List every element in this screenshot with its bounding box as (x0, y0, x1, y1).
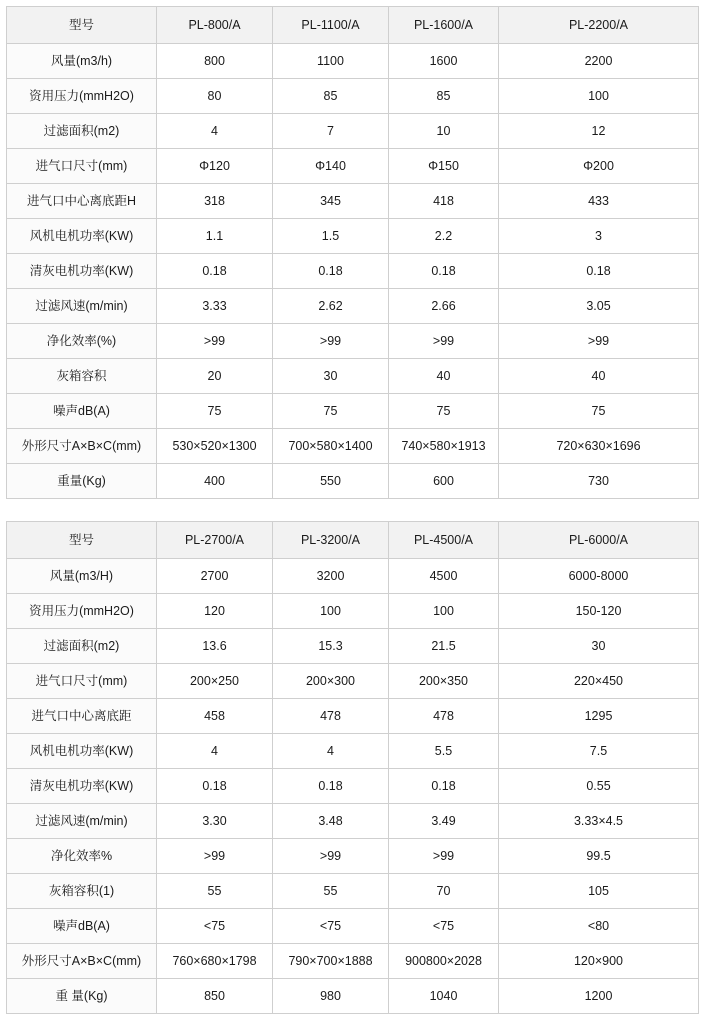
row-label: 外形尺寸A×B×C(mm) (7, 944, 157, 979)
row-label: 过滤面积(m2) (7, 629, 157, 664)
cell: 120 (157, 594, 273, 629)
cell: 1.1 (157, 219, 273, 254)
cell: >99 (273, 839, 389, 874)
cell: 100 (389, 594, 499, 629)
row-label: 风量(m3/H) (7, 559, 157, 594)
cell: 720×630×1696 (499, 429, 699, 464)
cell: 55 (157, 874, 273, 909)
cell: >99 (389, 839, 499, 874)
table-row (7, 804, 699, 839)
row-label: 噪声dB(A) (7, 394, 157, 429)
column-header-3: PL-1600/A (389, 7, 499, 44)
row-label: 风机电机功率(KW) (7, 219, 157, 254)
cell: 100 (499, 79, 699, 114)
table-header-row (7, 7, 699, 44)
table-row (7, 699, 699, 734)
cell: 1.5 (273, 219, 389, 254)
cell: 0.18 (157, 254, 273, 289)
table-row (7, 79, 699, 114)
cell: 85 (273, 79, 389, 114)
cell: >99 (157, 839, 273, 874)
cell: 0.18 (389, 769, 499, 804)
cell: 478 (273, 699, 389, 734)
cell: <75 (157, 909, 273, 944)
cell: 0.18 (157, 769, 273, 804)
row-label: 净化效率% (7, 839, 157, 874)
table-row (7, 394, 699, 429)
cell: 15.3 (273, 629, 389, 664)
cell: 6000-8000 (499, 559, 699, 594)
cell: 458 (157, 699, 273, 734)
cell: 120×900 (499, 944, 699, 979)
cell: 30 (273, 359, 389, 394)
cell: 21.5 (389, 629, 499, 664)
row-label: 进气口中心离底距 (7, 699, 157, 734)
row-label: 进气口中心离底距H (7, 184, 157, 219)
cell: 70 (389, 874, 499, 909)
column-header-2: PL-3200/A (273, 522, 389, 559)
table-row (7, 289, 699, 324)
spec-table-2 (6, 521, 699, 1014)
cell: 3.33×4.5 (499, 804, 699, 839)
cell: 740×580×1913 (389, 429, 499, 464)
cell: 2700 (157, 559, 273, 594)
cell: 550 (273, 464, 389, 499)
cell: 760×680×1798 (157, 944, 273, 979)
cell: >99 (499, 324, 699, 359)
cell: 318 (157, 184, 273, 219)
row-label: 过滤风速(m/min) (7, 804, 157, 839)
cell: 700×580×1400 (273, 429, 389, 464)
row-label: 过滤风速(m/min) (7, 289, 157, 324)
cell: 10 (389, 114, 499, 149)
table-row (7, 944, 699, 979)
row-label: 风量(m3/h) (7, 44, 157, 79)
cell: 850 (157, 979, 273, 1014)
cell: 3.05 (499, 289, 699, 324)
cell: 980 (273, 979, 389, 1014)
cell: 1100 (273, 44, 389, 79)
cell: Φ150 (389, 149, 499, 184)
cell: Φ120 (157, 149, 273, 184)
cell: 418 (389, 184, 499, 219)
column-header-1: PL-800/A (157, 7, 273, 44)
cell: 730 (499, 464, 699, 499)
cell: 5.5 (389, 734, 499, 769)
row-label: 风机电机功率(KW) (7, 734, 157, 769)
cell: 4 (273, 734, 389, 769)
cell: 345 (273, 184, 389, 219)
cell: 2.66 (389, 289, 499, 324)
table-row (7, 909, 699, 944)
cell: 3.48 (273, 804, 389, 839)
cell: 3.30 (157, 804, 273, 839)
cell: Φ200 (499, 149, 699, 184)
row-label: 噪声dB(A) (7, 909, 157, 944)
table-row (7, 464, 699, 499)
row-label: 清灰电机功率(KW) (7, 254, 157, 289)
cell: 75 (389, 394, 499, 429)
cell: >99 (157, 324, 273, 359)
cell: 75 (499, 394, 699, 429)
cell: 900800×2028 (389, 944, 499, 979)
column-header-3: PL-4500/A (389, 522, 499, 559)
table-row (7, 559, 699, 594)
table-row (7, 359, 699, 394)
table-row (7, 184, 699, 219)
cell: 13.6 (157, 629, 273, 664)
cell: >99 (273, 324, 389, 359)
cell: 20 (157, 359, 273, 394)
table-row (7, 629, 699, 664)
cell: 0.18 (389, 254, 499, 289)
cell: <75 (389, 909, 499, 944)
cell: 105 (499, 874, 699, 909)
table-row (7, 769, 699, 804)
table-separator (6, 499, 698, 521)
row-label: 资用压力(mmH2O) (7, 594, 157, 629)
cell: 200×250 (157, 664, 273, 699)
cell: >99 (389, 324, 499, 359)
spec-table-1 (6, 6, 699, 499)
cell: 55 (273, 874, 389, 909)
row-label: 过滤面积(m2) (7, 114, 157, 149)
row-label: 进气口尺寸(mm) (7, 664, 157, 699)
table-row (7, 664, 699, 699)
cell: 40 (499, 359, 699, 394)
cell: 80 (157, 79, 273, 114)
cell: 7.5 (499, 734, 699, 769)
table-row (7, 874, 699, 909)
cell: 2.62 (273, 289, 389, 324)
row-label: 重量(Kg) (7, 464, 157, 499)
cell: 0.18 (273, 254, 389, 289)
cell: 478 (389, 699, 499, 734)
table-row (7, 254, 699, 289)
table-row (7, 594, 699, 629)
table-row (7, 324, 699, 359)
cell: <75 (273, 909, 389, 944)
cell: 0.55 (499, 769, 699, 804)
cell: 800 (157, 44, 273, 79)
cell: 1295 (499, 699, 699, 734)
cell: 600 (389, 464, 499, 499)
row-label: 净化效率(%) (7, 324, 157, 359)
cell: 3200 (273, 559, 389, 594)
cell: 220×450 (499, 664, 699, 699)
cell: 0.18 (273, 769, 389, 804)
column-header-2: PL-1100/A (273, 7, 389, 44)
table-row (7, 734, 699, 769)
cell: 150-120 (499, 594, 699, 629)
cell: 40 (389, 359, 499, 394)
cell: 2.2 (389, 219, 499, 254)
column-header-1: PL-2700/A (157, 522, 273, 559)
cell: 4 (157, 114, 273, 149)
cell: 433 (499, 184, 699, 219)
row-label: 外形尺寸A×B×C(mm) (7, 429, 157, 464)
cell: 400 (157, 464, 273, 499)
cell: 530×520×1300 (157, 429, 273, 464)
row-label: 清灰电机功率(KW) (7, 769, 157, 804)
cell: 4 (157, 734, 273, 769)
cell: 200×350 (389, 664, 499, 699)
table-row (7, 429, 699, 464)
column-header-model: 型号 (7, 522, 157, 559)
row-label: 灰箱容积 (7, 359, 157, 394)
cell: 99.5 (499, 839, 699, 874)
cell: 200×300 (273, 664, 389, 699)
cell: 85 (389, 79, 499, 114)
cell: 3.33 (157, 289, 273, 324)
cell: 0.18 (499, 254, 699, 289)
cell: 75 (273, 394, 389, 429)
cell: <80 (499, 909, 699, 944)
table-row (7, 149, 699, 184)
row-label: 重 量(Kg) (7, 979, 157, 1014)
cell: 3.49 (389, 804, 499, 839)
column-header-model: 型号 (7, 7, 157, 44)
table-row (7, 44, 699, 79)
cell: 12 (499, 114, 699, 149)
cell: Φ140 (273, 149, 389, 184)
table-row (7, 979, 699, 1014)
column-header-4: PL-2200/A (499, 7, 699, 44)
cell: 1200 (499, 979, 699, 1014)
row-label: 灰箱容积(1) (7, 874, 157, 909)
cell: 75 (157, 394, 273, 429)
cell: 2200 (499, 44, 699, 79)
column-header-4: PL-6000/A (499, 522, 699, 559)
cell: 100 (273, 594, 389, 629)
row-label: 资用压力(mmH2O) (7, 79, 157, 114)
row-label: 进气口尺寸(mm) (7, 149, 157, 184)
cell: 4500 (389, 559, 499, 594)
cell: 1040 (389, 979, 499, 1014)
table-row (7, 114, 699, 149)
table-row (7, 219, 699, 254)
cell: 790×700×1888 (273, 944, 389, 979)
table-row (7, 839, 699, 874)
cell: 3 (499, 219, 699, 254)
cell: 7 (273, 114, 389, 149)
table-header-row (7, 522, 699, 559)
cell: 1600 (389, 44, 499, 79)
cell: 30 (499, 629, 699, 664)
